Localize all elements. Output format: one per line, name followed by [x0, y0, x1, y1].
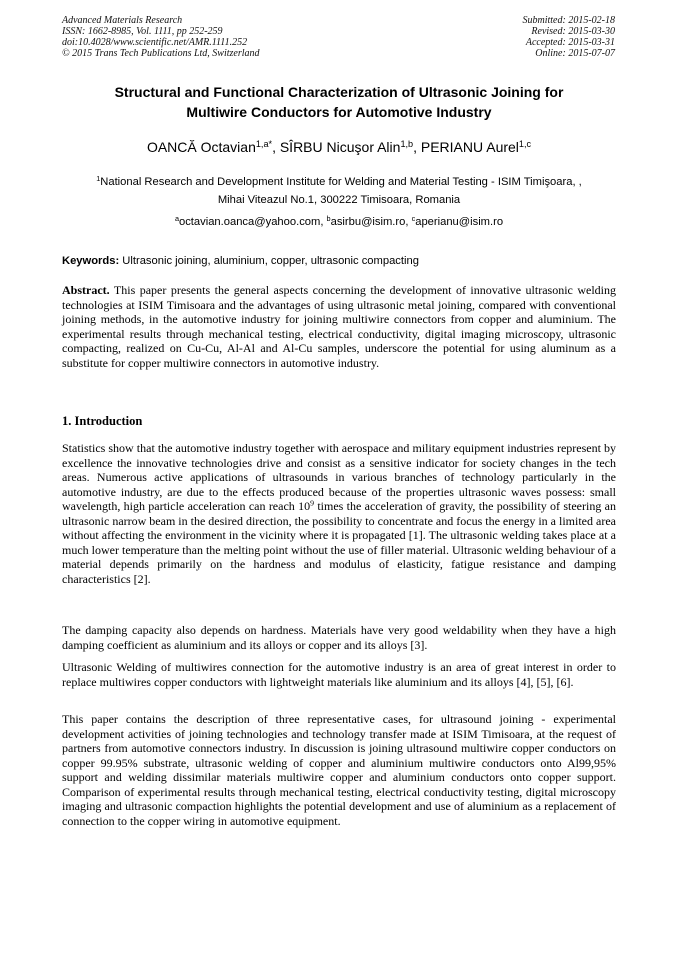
email-b: asirbu@isim.ro, [330, 216, 412, 228]
doi-line: doi:10.4028/www.scientific.net/AMR.1111.252 [62, 37, 248, 48]
affiliation [62, 173, 616, 209]
email-a: octavian.oanca@yahoo.com, [178, 216, 327, 228]
affiliation-line-2: Mihai Viteazul No.1, 300222 Timisoara, Romania [217, 194, 461, 206]
email-b-sup: b [326, 214, 331, 223]
author-2: SÎRBU Nicuşor Alin [279, 139, 401, 155]
author-list [62, 138, 616, 156]
affiliation-sup: 1 [96, 174, 101, 183]
submitted-date: Submitted: 2015-02-18 [522, 15, 615, 26]
affiliation-line-1: National Research and Development Institute for Welding and Material Testing - ISIM Timişoara, , [100, 176, 582, 188]
publication-dates [523, 15, 616, 59]
keywords-text: Ultrasonic joining, aluminium, copper, ultrasonic compacting [119, 255, 419, 267]
author-3: PERIANU Aurel [420, 139, 519, 155]
author-3-sup: 1,c [518, 139, 532, 149]
accepted-date: Accepted: 2015-03-31 [525, 37, 615, 48]
journal-name: Advanced Materials Research [62, 15, 183, 26]
author-separator: , [413, 139, 421, 155]
intro-paragraph-4: This paper contains the description of three representative cases, for ultrasound joining - experimental development activities of joining technologies and technology transfer made at ISIM Timisoara, at the request of partners from automotive connectors industry. In discussion is joining ultrasound multiwire copper conductors on copper 99.95% substrate, ultrasonic welding of copper and aluminium multiwire conductors onto Al99,95% support and welding dissimilar materials multiwire copper and aluminium conductors onto copper support. Comparison of experimental results through mechanical testing, electrical conductivity testing, digital microscopy imaging and ultrasonic compaction highlights the potential development and use of aluminium as a replacement of connection to the copper wiring in automotive equipment. [62, 712, 616, 828]
intro-paragraph-3: Ultrasonic Welding of multiwires connection for the automotive industry is an area of great interest in order to replace multiwires copper conductors with lightweight materials like aluminium and its alloys [4], [5], [6]. [62, 660, 616, 689]
keywords [62, 253, 616, 269]
abstract-label: Abstract. [62, 283, 110, 297]
email-c: aperianu@isim.ro [415, 216, 504, 228]
author-1-sup: 1,a* [255, 139, 273, 149]
issn-line: ISSN: 1662-8985, Vol. 1111, pp 252-259 [62, 26, 223, 37]
abstract-text: This paper presents the general aspects concerning the development of innovative ultrasonic welding technologies at ISIM Timisoara and the advantages of using ultrasonic metal joining, compared with conventional joining methods, in the automotive industry for joining multiwire connectors from copper and aluminium. The experimental results through mechanical testing, electrical conductivity, digital imaging microscopy, ultrasonic compacting, realized on Cu-Cu, Al-Al and Al-Cu samples, underscore the potential for using aluminum as a substitute for copper multiwire connectors in automotive industry. [62, 283, 616, 370]
author-1: OANCĂ Octavian [146, 139, 256, 155]
author-2-sup: 1,b [400, 139, 414, 149]
paragraph-text: times the acceleration of gravity, the possibility of steering an ultrasonic narrow beam in the desired direction, the possibility to concentrate and focus the energy in a limited area without affecting the environment in the vicinity where it is propagated [1]. The ultrasonic welding takes place at a much lower temperature than the melting point without the use of filler material. Ultrasonic welding behaviour of a material depends primarily on the hardness and modulus of elasticity, fatigue resistance and damping characteristics [2]. [62, 499, 616, 586]
online-date: Online: 2015-07-07 [535, 48, 615, 59]
email-a-sup: a [174, 214, 179, 223]
abstract [62, 283, 616, 370]
intro-paragraph-2: The damping capacity also depends on hardness. Materials have very good weldability when they have a high damping coefficient as aluminium and its alloys or copper and its alloys [3]. [62, 623, 616, 652]
title-line-1: Structural and Functional Characterization of Ultrasonic Joining for [114, 84, 564, 100]
paper-title [62, 82, 616, 122]
exponent: 9 [310, 498, 315, 508]
paragraph-text: Statistics show that the automotive industry together with aerospace and military equipment industries represent by excellence the innovative technologies drive and consist as a sensitive indicator for society changes in the tech areas. Numerous active applications of ultrasounds in various branches of technology particularly in the automotive industry, are due to the effects produced because of the properties ultrasonic waves possess: small wavelength, high particle acceleration can reach 10 [62, 441, 616, 513]
title-line-2: Multiwire Conductors for Automotive Industry [186, 104, 492, 120]
copyright-line: © 2015 Trans Tech Publications Ltd, Switzerland [62, 48, 260, 59]
section-heading-introduction: 1. Introduction [62, 414, 143, 428]
intro-paragraph-1 [62, 441, 616, 586]
keywords-label: Keywords: [62, 255, 120, 267]
revised-date: Revised: 2015-03-30 [531, 26, 615, 37]
author-separator: , [272, 139, 280, 155]
author-emails [62, 214, 616, 230]
journal-info [62, 15, 260, 59]
email-c-sup: c [411, 214, 416, 223]
